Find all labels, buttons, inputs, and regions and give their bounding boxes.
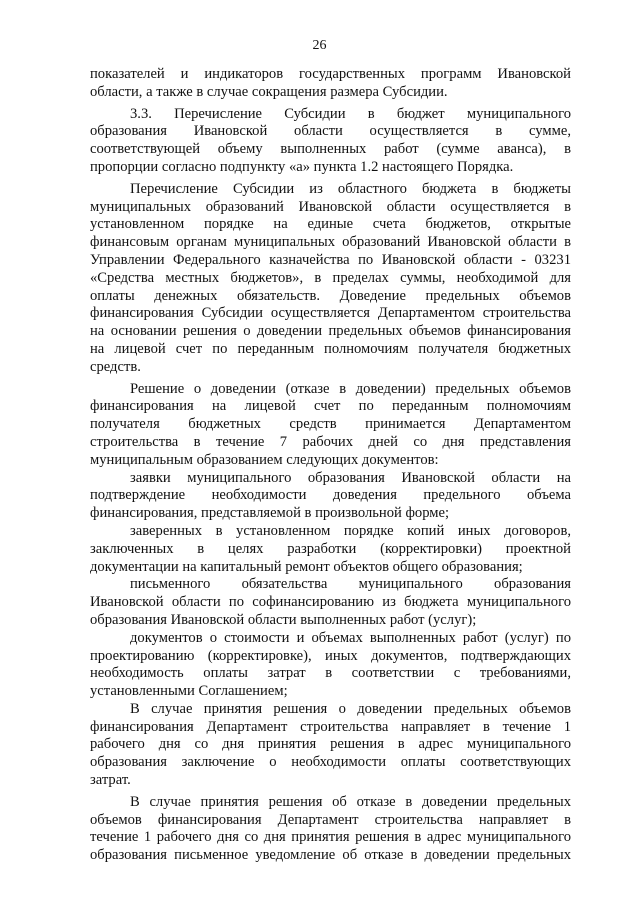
text-line: муниципальным образованием следующих документов: bbox=[90, 451, 439, 468]
text-line: затрат. bbox=[90, 772, 131, 789]
text-line: образования Ивановской области осуществляется в сумме, bbox=[90, 123, 571, 140]
text-line: средств. bbox=[90, 358, 141, 375]
paragraph-4 bbox=[90, 381, 571, 470]
text-line: финансирования Субсидии осуществляется Департаментом строительства bbox=[90, 305, 571, 322]
text-line: на основании решения о доведении предельных объемов финансирования bbox=[90, 323, 571, 340]
text-line: заверенных в установленном порядке копий иных договоров, bbox=[130, 522, 571, 539]
text-line: В случае принятия решения о доведении предельных объемов bbox=[130, 700, 571, 717]
text-line: финансирования на лицевой счет по переданным полномочиям bbox=[90, 398, 571, 415]
text-line: финансирования, представляемой в произвольной форме; bbox=[90, 505, 450, 522]
document-body bbox=[90, 66, 571, 865]
text-line: на лицевой счет по переданным полномочиям получателя бюджетных bbox=[90, 340, 571, 357]
text-line: объемов финансирования Департамент строительства направляет в bbox=[90, 811, 571, 828]
page-number: 26 bbox=[312, 38, 327, 53]
paragraph-1 bbox=[90, 66, 571, 102]
text-line: «Средства местных бюджетов», в пределах суммы, необходимой для bbox=[90, 269, 571, 286]
text-line: соответствующей объему выполненных работ (сумме аванса), в bbox=[90, 141, 571, 158]
text-line: В случае принятия решения об отказе в доведении предельных bbox=[130, 793, 571, 810]
text-line: документов о стоимости и объемах выполненных работ (услуг) по bbox=[130, 629, 571, 646]
text-line: проектированию (корректировке), иных документов, подтверждающих bbox=[90, 647, 571, 664]
text-line: рабочего дня со дня принятия решения в адрес муниципального bbox=[90, 736, 571, 753]
text-line: заключенных в целях разработки (корректировки) проектной bbox=[90, 540, 571, 557]
text-line: установленном порядке на единые счета бюджетов, открытые bbox=[90, 216, 571, 233]
text-line: финансирования Департамент строительства направляет в течение 1 bbox=[90, 718, 571, 735]
paragraph-8 bbox=[90, 630, 571, 701]
text-line: строительства в течение 7 рабочих дней со дня представления bbox=[90, 433, 571, 450]
text-line: течение 1 рабочего дня со дня принятия решения в адрес муниципального bbox=[90, 829, 571, 846]
text-line: необходимость оплаты затрат в соответствии с требованиями, bbox=[90, 665, 571, 682]
text-line: письменного обязательства муниципального образования bbox=[130, 576, 571, 593]
paragraph-7 bbox=[90, 576, 571, 629]
text-line: образования Ивановской области выполненных работ (услуг); bbox=[90, 611, 477, 628]
text-line: области, а также в случае сокращения размера Субсидии. bbox=[90, 83, 448, 100]
paragraph-9 bbox=[90, 701, 571, 790]
paragraph-5 bbox=[90, 470, 571, 523]
text-line: заявки муниципального образования Ивановской области на bbox=[130, 469, 571, 486]
text-line: Управлении Федерального казначейства по Ивановской области - 03231 bbox=[90, 251, 571, 268]
text-line: пропорции согласно подпункту «а» пункта 1.2 настоящего Порядка. bbox=[90, 158, 514, 175]
paragraph-3 bbox=[90, 181, 571, 377]
text-line: образования письменное уведомление об отказе в доведении предельных bbox=[90, 847, 571, 864]
text-line: подтверждение необходимости доведения предельного объема bbox=[90, 487, 571, 504]
text-line: показателей и индикаторов государственных программ Ивановской bbox=[90, 66, 571, 82]
text-line: финансовым органам муниципальных образований Ивановской области в bbox=[90, 234, 571, 251]
text-line: документации на капитальный ремонт объектов общего образования; bbox=[90, 558, 523, 575]
text-line: получателя бюджетных средств принимается Департаментом bbox=[90, 416, 571, 433]
text-line: Перечисление Субсидии из областного бюджета в бюджеты bbox=[130, 180, 571, 197]
text-line: установленными Соглашением; bbox=[90, 683, 288, 700]
paragraph-10 bbox=[90, 794, 571, 865]
text-line: образования заключение о необходимости оплаты соответствующих bbox=[90, 754, 571, 771]
text-line: муниципальных образований Ивановской области осуществляется в bbox=[90, 198, 571, 215]
text-line: Ивановской области по софинансированию из бюджета муниципального bbox=[90, 594, 571, 611]
paragraph-2 bbox=[90, 106, 571, 177]
text-line: 3.3. Перечисление Субсидии в бюджет муниципального bbox=[130, 105, 571, 122]
paragraph-6 bbox=[90, 523, 571, 576]
text-line: оплаты денежных обязательств. Доведение предельных объемов bbox=[90, 287, 571, 304]
text-line: Решение о доведении (отказе в доведении) предельных объемов bbox=[130, 380, 571, 397]
